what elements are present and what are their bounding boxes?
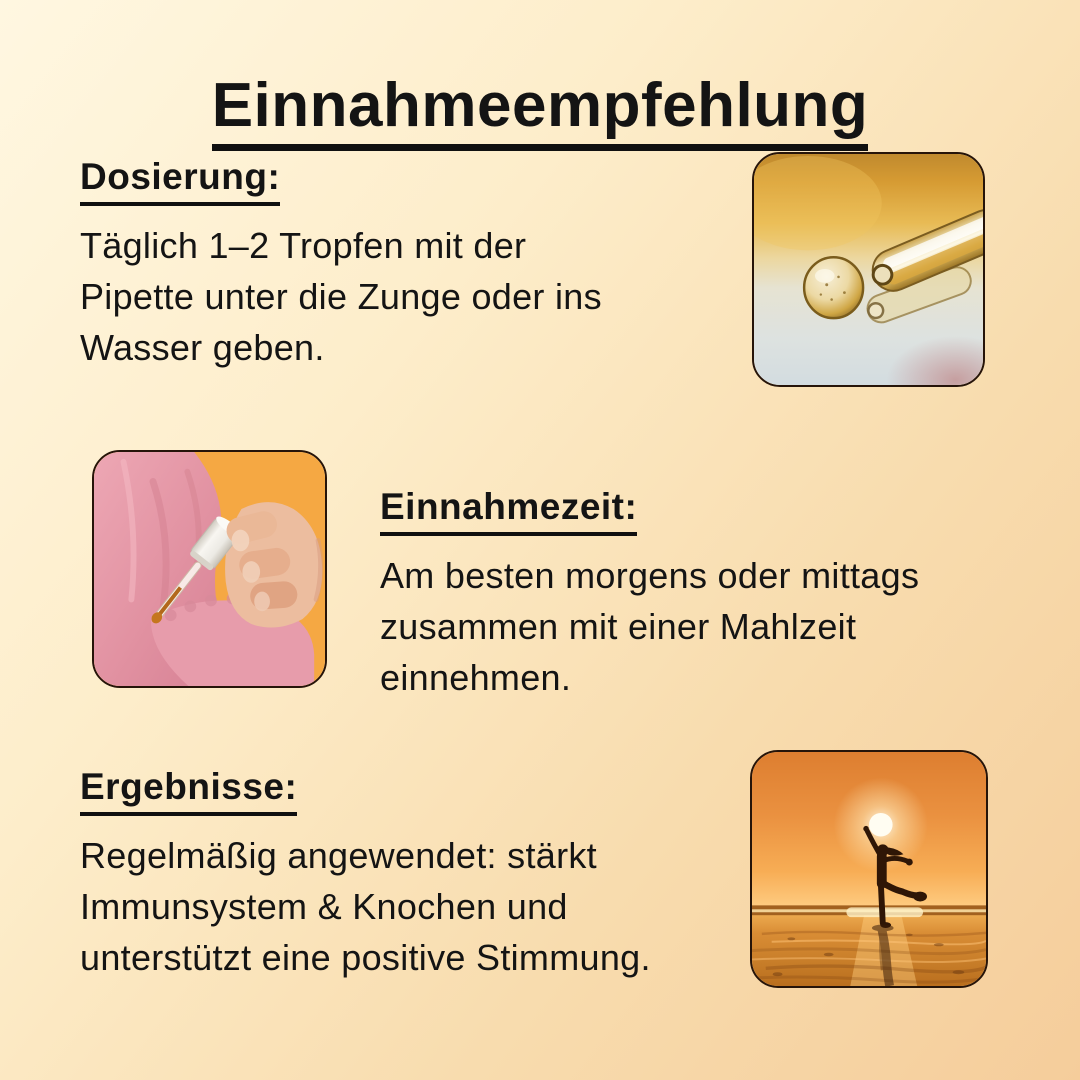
sun [869,813,893,837]
ergebnisse-line-1: Regelmäßig angewendet: stärkt [80,835,597,876]
ergebnisse-line-3: unterstützt eine positive Stimmung. [80,937,651,978]
pipette-droplet-illustration [754,154,983,385]
section-heading-dosierung [80,154,602,206]
pipette-droplet-photo [752,152,985,387]
page-title-text: Einnahmeempfehlung [212,70,869,151]
section-einnahmezeit [380,484,919,703]
page-title [0,70,1080,151]
section-heading-ergebnisse [80,764,651,816]
oil-droplet [804,257,863,318]
section-heading-ergebnisse-text: Ergebnisse: [80,764,297,816]
hand-pipette-photo [92,450,327,688]
einnahmezeit-line-2: zusammen mit einer Mahlzeit [380,606,857,647]
dosierung-line-1: Täglich 1–2 Tropfen mit der [80,225,527,266]
dosierung-line-2: Pipette unter die Zunge oder ins [80,276,602,317]
einnahmezeit-line-3: einnehmen. [380,657,572,698]
section-dosierung [80,154,602,373]
section-heading-einnahmezeit-text: Einnahmezeit: [380,484,637,536]
ergebnisse-line-2: Immunsystem & Knochen und [80,886,568,927]
section-ergebnisse [80,764,651,983]
einnahmezeit-line-1: Am besten morgens oder mittags [380,555,920,596]
section-heading-dosierung-text: Dosierung: [80,154,280,206]
section-heading-einnahmezeit [380,484,919,536]
sunset-jump-photo [750,750,988,988]
hand-pipette-illustration [94,452,325,686]
sunset-beach-illustration [752,752,986,986]
dosierung-line-3: Wasser geben. [80,327,325,368]
